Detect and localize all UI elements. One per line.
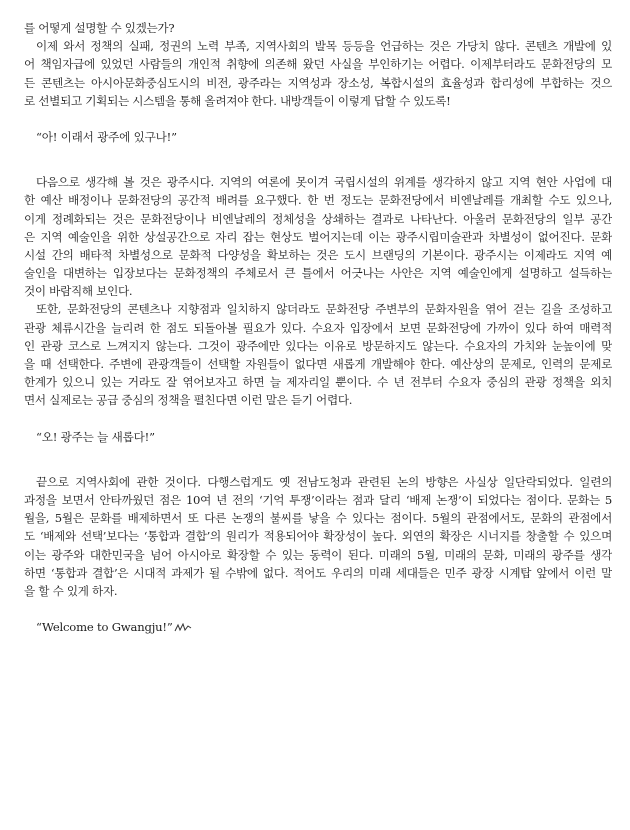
text-line: 또한, 문화전당의 콘텐츠나 지향점과 일치하지 않더라도 문화전당 주변부의 문화자원을 엮어 걷는 길을 조성하고 xyxy=(36,302,612,317)
quote-always-new: “오! 광주는 늘 새롭다!” xyxy=(36,429,155,444)
text-line: 것이 바람직해 보인다. xyxy=(24,284,133,299)
text-line: 관광 체류시간을 늘리려 한 점도 되돌아볼 필요가 있다. 수요자 입장에서 보면 문화전당에 가까이 있다 하여 매력적 xyxy=(24,320,612,335)
quote-welcome xyxy=(24,618,612,636)
text-line: 을 때 선택한다. 주변에 관광객들이 선택할 자원들이 없다면 새롭게 개발해야 한다. 예산상의 문제로, 인력의 문제로 xyxy=(24,357,612,371)
text-line: 을 할 수 있게 하자. xyxy=(24,583,118,598)
text-line: 시설 간의 배타적 차별성으로 문화적 다양성을 확보하는 것은 도시 브랜딩의 기본이다. 광주시는 이제라도 지역 예 xyxy=(24,247,612,262)
text-line: 다음으로 생각해 볼 것은 광주시다. 지역의 여론에 못이겨 국립시설의 위계를 생각하지 않고 지역 현안 사업에 대 xyxy=(36,175,612,190)
quote-welcome-text: “Welcome to Gwangju!” xyxy=(36,620,173,635)
text-line: 이게 정례화되는 것은 문화전당이나 비엔날레의 정체성을 상쇄하는 결과로 나타난다. 아울러 문화전당의 일부 공간 xyxy=(24,211,612,226)
paragraph-gwangju-city xyxy=(24,173,612,300)
text-line: 한계가 있으니 있는 거라도 잘 엮어보자고 하면 늘 제자리일 뿐이다. 수 년 전부터 수요자 중심의 관광 정책을 외치 xyxy=(24,375,612,390)
text-line: 든 콘텐츠는 아시아문화중심도시의 비전, 광주라는 지역성과 장소성, 복합시설의 효율성과 합리성에 부합하는 것으 xyxy=(24,75,612,90)
text-line: 과정을 보면서 안타까웠던 점은 10여 년 전의 ‘기억 투쟁’이라는 점과 달리 ‘배제 논쟁’이 되었다는 점이다. 문화는 5 xyxy=(24,492,612,507)
text-line: 은 지역 예술인을 위한 상설공간으로 자리 잡는 현상도 벌어지는데 이는 광주시립미술관과 차별성이 없어진다. 문화 xyxy=(24,229,612,244)
text-line: 도 ‘배제와 선택’보다는 ‘통합과 결합’의 원리가 적용되어야 확장성이 높다. 외연의 확장은 시너지를 창출할 수 있으며 xyxy=(24,529,612,544)
text-line: 인 관광 코스로 느껴지지 않는다. 그것이 광주에만 있다는 이유로 방문하지도 않는다. 수요자의 가치와 눈높이에 맞 xyxy=(24,338,612,353)
text-line: 한 예산 배정이나 문화전당의 공간적 배려를 요구했다. 한 번 정도는 문화전당에서 비엔날레를 개최할 수도 있으나, xyxy=(24,193,612,208)
text-line: 어 책임자급에 있었던 사람들의 개인적 취향에 의존해 왔던 사실을 부인하기는 어렵다. 이제부터라도 문화전당의 모 xyxy=(24,57,612,72)
text-line: 면서 실제로는 공급 중심의 정책을 펼친다면 이런 말은 듣기 어렵다. xyxy=(24,393,353,408)
article-page xyxy=(24,19,612,636)
paragraph-community xyxy=(24,473,612,600)
text-line: 끝으로 지역사회에 관한 것이다. 다행스럽게도 옛 전남도청과 관련된 논의 방향은 사실상 일단락되었다. 일련의 xyxy=(36,474,612,489)
text-line: 로 선별되고 기획되는 시스템을 통해 올려져야 한다. 내방객들이 이렇게 답할 수 있도록! xyxy=(24,93,451,108)
signature-mark-icon xyxy=(174,623,192,633)
text-line: 이제 와서 정책의 실패, 정권의 노력 부족, 지역사회의 발목 등등을 언급하는 것은 가당치 않다. 콘텐츠 개발에 있 xyxy=(36,39,612,54)
text-line: 이는 광주와 대한민국을 넘어 아시아로 확장할 수 있는 동력이 된다. 미래의 5월, 미래의 문화, 미래의 광주를 생각 xyxy=(24,547,612,562)
text-line: 월을, 5월은 문화를 배제하면서 또 다른 논쟁의 불씨를 낳을 수 있다는 점이다. 5월의 관점에서도, 문화의 관점에서 xyxy=(24,511,612,526)
text-line: 를 어떻게 설명할 수 있겠는가? xyxy=(24,21,175,35)
quote-gwangju-here: “아! 이래서 광주에 있구나!” xyxy=(36,129,177,144)
paragraph-tourism xyxy=(24,300,612,409)
text-line: 술인을 대변하는 입장보다는 문화정책의 주체로서 큰 틀에서 어긋나는 사안은 지역 예술인에게 설명하고 설득하는 xyxy=(24,266,612,281)
paragraph-intro xyxy=(24,19,612,110)
text-line: 하면 ‘통합과 결합’은 시대적 과제가 될 수밖에 없다. 적어도 우리의 미래 세대들은 민주 광장 시계탑 앞에서 이런 말 xyxy=(24,565,612,580)
